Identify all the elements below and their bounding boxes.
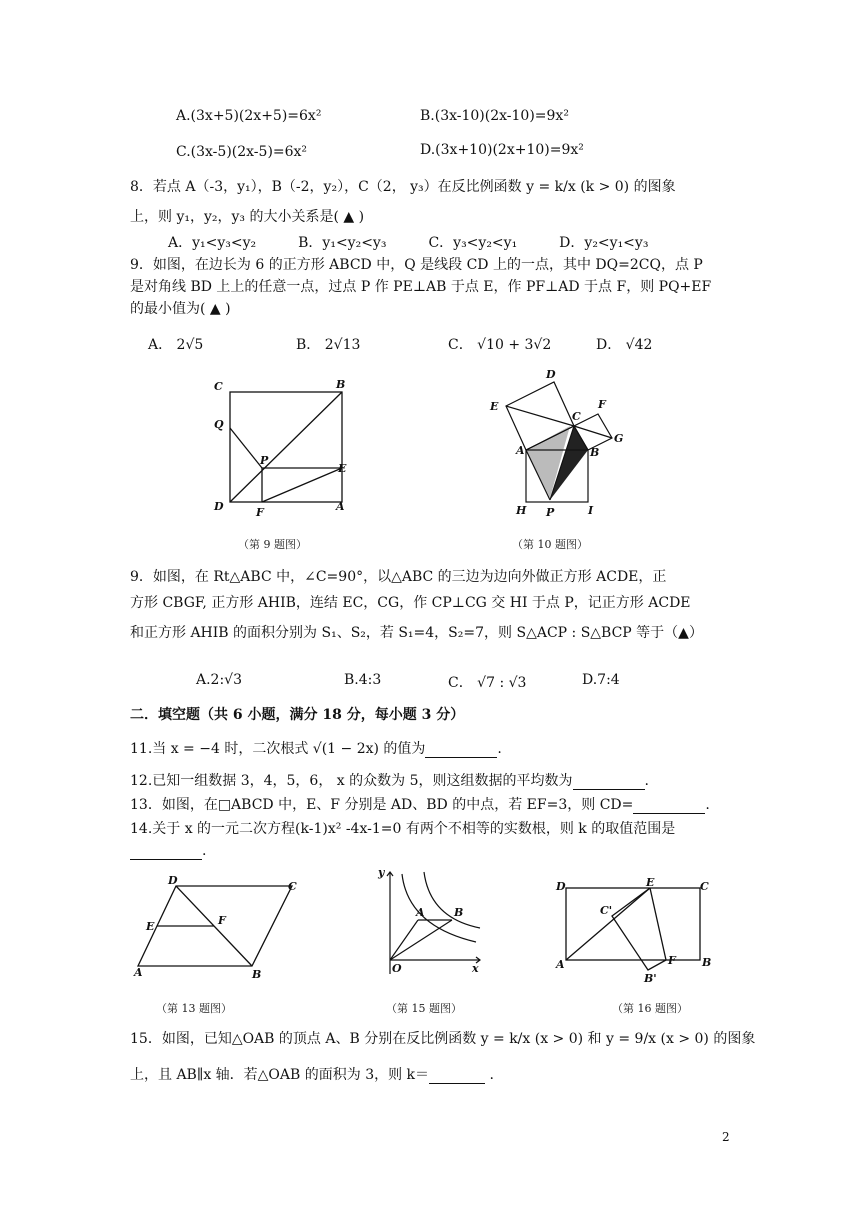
q9a-option-b: B． 2√13 — [296, 337, 361, 353]
fig16-label: B — [702, 956, 712, 969]
figure-16-folded-rectangle — [550, 876, 722, 986]
q15-line2: 上，且 AB∥x 轴．若△OAB 的面积为 3，则 k＝ — [130, 1067, 430, 1083]
section-2-heading: 二．填空题（共 6 小题，满分 18 分，每小题 3 分） — [130, 707, 465, 723]
fig16-label: E — [646, 876, 655, 889]
fig10-label: A — [516, 444, 525, 457]
figure-16-caption: （第 16 题图） — [612, 1002, 688, 1015]
answer-blank[interactable] — [633, 799, 705, 814]
fig15-label: A — [416, 906, 425, 919]
fig16-label: F — [668, 954, 676, 967]
fig9-label: F — [256, 506, 264, 519]
fig10-label: D — [546, 368, 556, 381]
fig10-label: F — [598, 398, 606, 411]
q14-text: 14.关于 x 的一元二次方程(k-1)x² -4x-1=0 有两个不相等的实数根，则 k 的取值范围是 — [130, 821, 676, 837]
q9a-option-d: D． √42 — [596, 337, 653, 353]
fig15-label: x — [472, 962, 479, 975]
fig15-label: y — [378, 866, 385, 879]
q8-options: A．y₁<y₃<y₂ B．y₁<y₂<y₃ C．y₃<y₂<y₁ D．y₂<y₁<y₃ — [168, 235, 649, 251]
fig10-label: I — [588, 504, 594, 517]
fig16-label: A — [556, 958, 565, 971]
fig9-label: B — [336, 378, 346, 391]
fig15-label: B — [454, 906, 464, 919]
q9b-option-c: C． √7 : √3 — [448, 675, 527, 691]
q9a-line1: 9．如图，在边长为 6 的正方形 ABCD 中，Q 是线段 CD 上的一点，其中 DQ=2CQ，点 P — [130, 257, 703, 273]
q9a-line2: 是对角线 BD 上上的任意一点，过点 P 作 PE⊥AB 于点 E，作 PF⊥AD 于点 F，则 PQ+EF — [130, 279, 712, 295]
q7-option-d: D.(3x+10)(2x+10)=9x² — [420, 142, 584, 158]
fig13-label: F — [218, 914, 226, 927]
q9a-line3: 的最小值为( ▲ ) — [130, 301, 231, 317]
fig10-label: H — [516, 504, 527, 517]
fig9-label: E — [338, 462, 347, 475]
q9b-line2: 方形 CBGF, 正方形 AHIB，连结 EC，CG，作 CP⊥CG 交 HI 于点 P，记正方形 ACDE — [130, 595, 691, 611]
fig15-label: O — [392, 962, 402, 975]
fig13-label: E — [146, 920, 155, 933]
q14-answer: . — [130, 842, 206, 860]
fig10-label: E — [490, 400, 499, 413]
figure-9-square — [208, 372, 358, 522]
fig10-label: G — [614, 432, 624, 445]
fig13-label: B — [252, 968, 262, 981]
answer-blank[interactable] — [429, 1069, 485, 1084]
q12: 12.已知一组数据 3，4，5，6， x 的众数为 5，则这组数据的平均数为 . — [130, 773, 649, 789]
q9b-option-a: A.2:√3 — [196, 672, 243, 688]
fig9-label: D — [214, 500, 224, 513]
q15-line1: 15．如图，已知△OAB 的顶点 A、B 分别在反比例函数 y = k/x (x > 0) 和 y = 9/x (x > 0) 的图象 — [130, 1031, 756, 1047]
fig16-label: D — [556, 880, 566, 893]
page-number: 2 — [722, 1130, 730, 1144]
fig10-label: P — [546, 506, 555, 519]
figure-13-parallelogram — [128, 872, 308, 982]
fig16-label: B' — [644, 972, 657, 985]
q13: 13．如图，在□ABCD 中，E、F 分别是 AD、BD 的中点，若 EF=3，则 CD= . — [130, 797, 710, 813]
q11-text: 11.当 x = −4 时，二次根式 √(1 − 2x) 的值为 — [130, 741, 426, 757]
q7-option-c: C.(3x-5)(2x-5)=6x² — [176, 144, 308, 160]
fig9-label: C — [214, 380, 223, 393]
q7-option-b: B.(3x-10)(2x-10)=9x² — [420, 108, 569, 124]
fig16-label: C' — [600, 904, 613, 917]
fig13-label: C — [288, 880, 297, 893]
fig9-label: A — [336, 500, 345, 513]
figure-10-caption: （第 10 题图） — [512, 538, 588, 551]
fig13-label: D — [168, 874, 178, 887]
q11: 11.当 x = −4 时，二次根式 √(1 − 2x) 的值为 . — [130, 741, 502, 757]
q9b-option-b: B.4:3 — [344, 672, 382, 688]
fig10-label: C — [572, 410, 581, 423]
q8-line1: 8．若点 A（-3，y₁），B（-2，y₂），C（2， y₃）在反比例函数 y = k/x (k > 0) 的图象 — [130, 179, 676, 195]
q13-text: 13．如图，在□ABCD 中，E、F 分别是 AD、BD 的中点，若 EF=3，则 CD= — [130, 797, 634, 813]
figure-15-caption: （第 15 题图） — [386, 1002, 462, 1015]
fig10-label: B — [590, 446, 600, 459]
fig13-label: A — [134, 966, 143, 979]
answer-blank[interactable] — [425, 743, 497, 758]
figure-9-caption: （第 9 题图） — [238, 538, 307, 551]
q9b-line1: 9．如图，在 Rt△ABC 中，∠C=90°，以△ABC 的三边为边向外做正方形 ACDE，正 — [130, 569, 667, 585]
fig9-label: Q — [214, 418, 224, 431]
q9a-option-c: C． √10 + 3√2 — [448, 337, 552, 353]
q8-line2: 上，则 y₁，y₂，y₃ 的大小关系是( ▲ ) — [130, 209, 365, 225]
fig16-label: C — [700, 880, 709, 893]
answer-blank[interactable] — [573, 775, 645, 790]
q15-line2-row: 上，且 AB∥x 轴．若△OAB 的面积为 3，则 k＝ . — [130, 1067, 494, 1083]
q9b-line3: 和正方形 AHIB 的面积分别为 S₁、S₂，若 S₁=4，S₂=7，则 S△ACP : S△BCP 等于（▲） — [130, 625, 703, 641]
q9a-option-a: A． 2√5 — [148, 337, 204, 353]
q9b-option-d: D.7:4 — [582, 672, 620, 688]
figure-15-axes — [356, 864, 486, 982]
q7-option-a: A.(3x+5)(2x+5)=6x² — [176, 108, 322, 124]
q12-text: 12.已知一组数据 3，4，5，6， x 的众数为 5，则这组数据的平均数为 — [130, 773, 573, 789]
figure-10-squares — [484, 364, 634, 522]
figure-13-caption: （第 13 题图） — [156, 1002, 232, 1015]
fig9-label: P — [260, 454, 269, 467]
answer-blank[interactable] — [130, 845, 202, 860]
